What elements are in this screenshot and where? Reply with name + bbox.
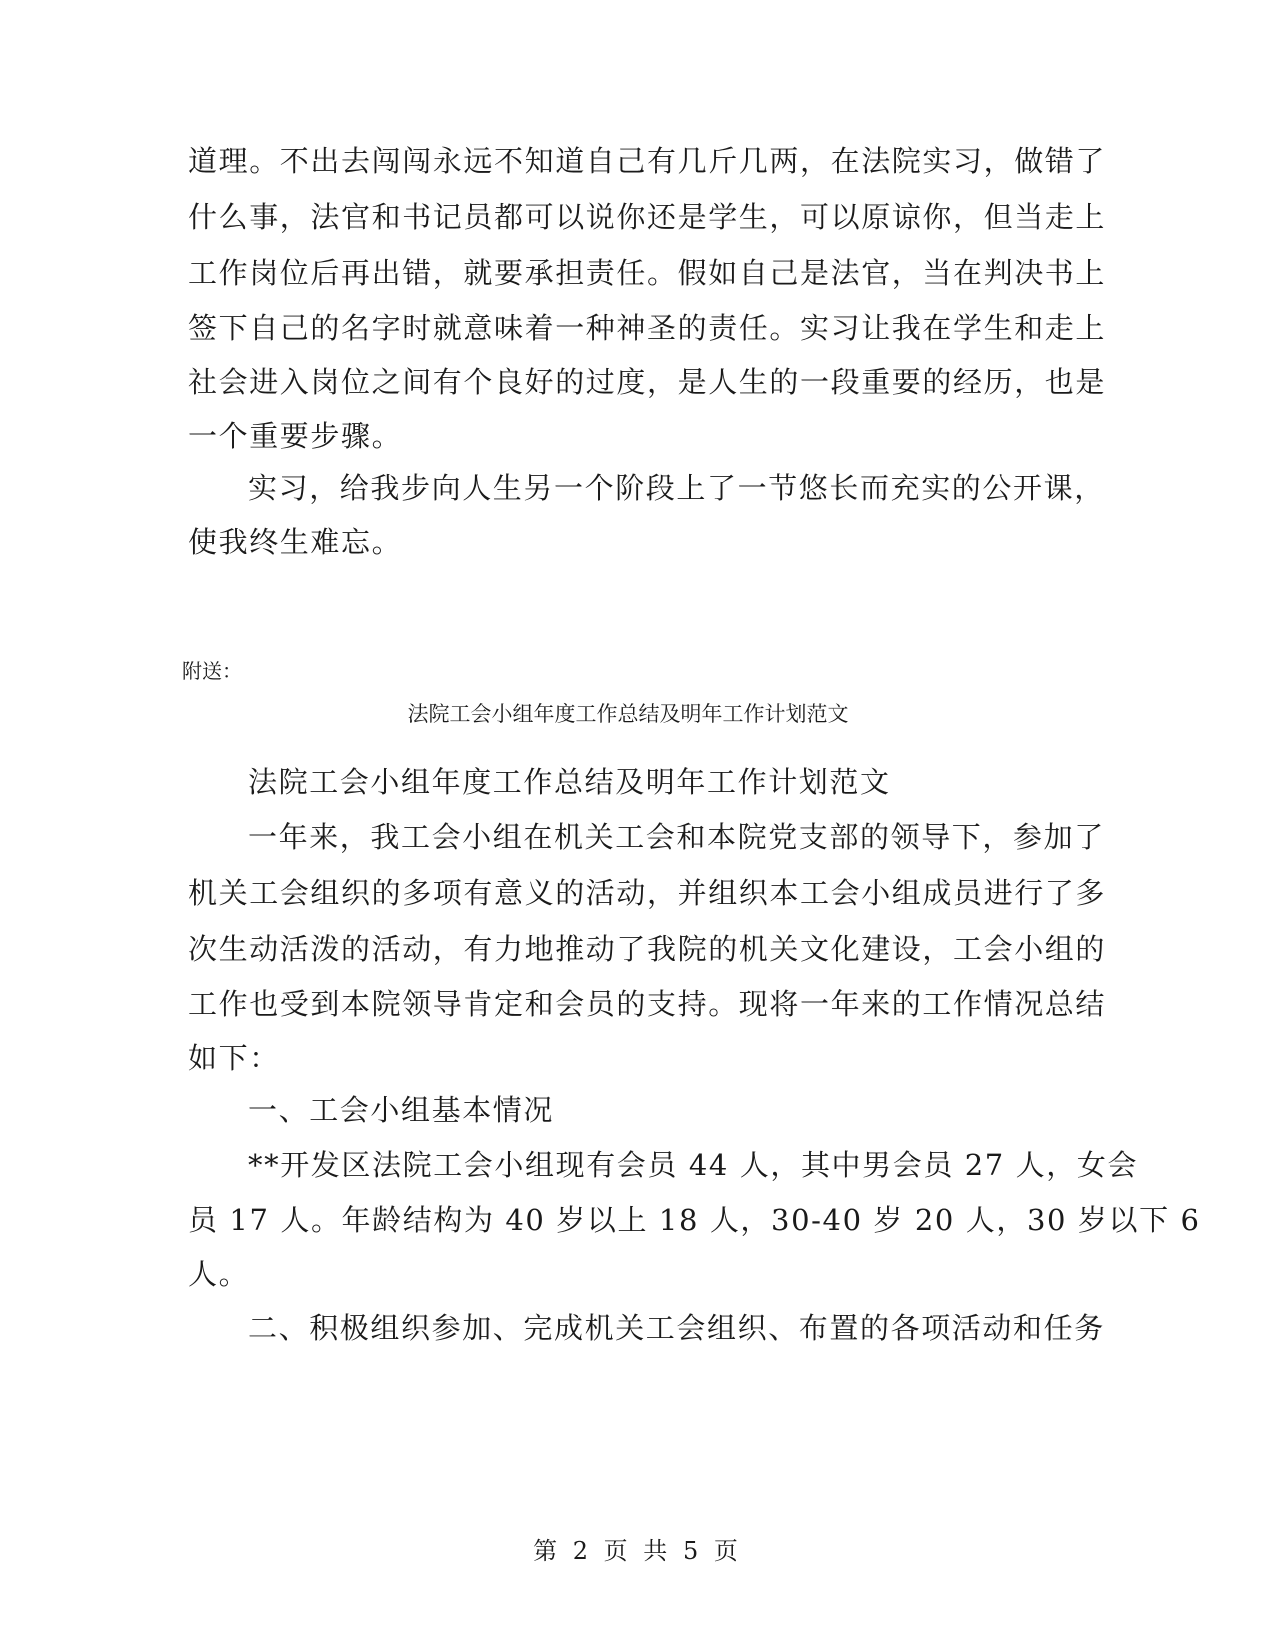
page-indicator: 第 2 页 共 5 页	[533, 1537, 742, 1565]
article-intro-line: 一年来，我工会小组在机关工会和本院党支部的领导下，参加了	[248, 820, 1105, 854]
article-intro-line: 如下：	[188, 1041, 280, 1075]
paragraph-line: 什么事，法官和书记员都可以说你还是学生，可以原谅你，但当走上	[188, 200, 1107, 234]
paragraph-line: 一个重要步骤。	[188, 419, 403, 453]
article-intro-line: 机关工会组织的多项有意义的活动，并组织本工会小组成员进行了多	[188, 876, 1107, 910]
article-intro-line: 工作也受到本院领导肯定和会员的支持。现将一年来的工作情况总结	[188, 987, 1107, 1021]
paragraph-line: 工作岗位后再出错，就要承担责任。假如自己是法官，当在判决书上	[188, 256, 1107, 290]
section-line: 人。	[188, 1257, 250, 1291]
paragraph-line: 社会进入岗位之间有个良好的过度，是人生的一段重要的经历，也是	[188, 365, 1107, 399]
paragraph-line: 道理。不出去闯闯永远不知道自己有几斤几两，在法院实习，做错了	[188, 144, 1107, 178]
article-heading: 法院工会小组年度工作总结及明年工作计划范文	[248, 765, 891, 799]
appendix-label: 附送：	[182, 659, 242, 683]
section-title: 一、工会小组基本情况	[248, 1093, 555, 1127]
paragraph-line: 签下自己的名字时就意味着一种神圣的责任。实习让我在学生和走上	[188, 311, 1107, 345]
paragraph-line: 实习，给我步向人生另一个阶段上了一节悠长而充实的公开课，	[248, 471, 1105, 505]
appendix-title: 法院工会小组年度工作总结及明年工作计划范文	[407, 702, 849, 726]
paragraph-line: 使我终生难忘。	[188, 525, 403, 559]
section-line: 员 17 人。年龄结构为 40 岁以上 18 人，30-40 岁 20 人，30 岁以下 6	[188, 1203, 1201, 1237]
section-title: 二、积极组织参加、完成机关工会组织、布置的各项活动和任务	[248, 1311, 1105, 1345]
article-intro-line: 次生动活泼的活动，有力地推动了我院的机关文化建设，工会小组的	[188, 932, 1107, 966]
section-line: **开发区法院工会小组现有会员 44 人，其中男会员 27 人，女会	[248, 1148, 1139, 1182]
